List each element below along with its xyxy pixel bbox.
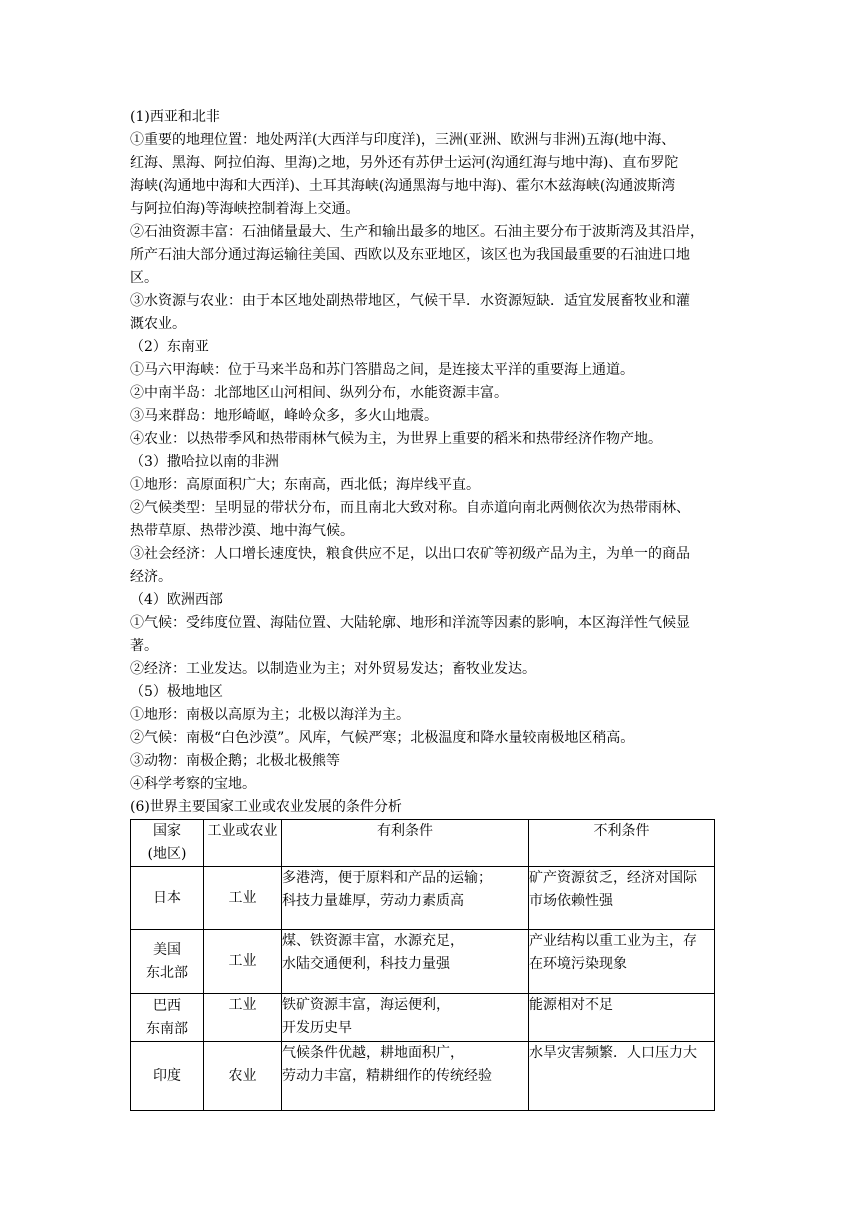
- table-row: [131, 867, 715, 930]
- table-row: [131, 994, 715, 1042]
- cell-favorable: [282, 930, 529, 994]
- paragraph-line: 海峡(沟通地中海和大西洋)、土耳其海峡(沟通黑海与地中海)、霍尔木兹海峡(沟通波斯湾: [130, 178, 676, 194]
- paragraph-line: ③动物：南极企鹅；北极北极熊等: [130, 753, 340, 769]
- section-europe: [130, 589, 720, 681]
- cell-unfavorable: [529, 867, 715, 930]
- table-caption: (6)世界主要国家工业或农业发展的条件分析: [130, 799, 402, 815]
- cell-unfavorable: [529, 994, 715, 1042]
- favorable-line: 多港湾，便于原料和产品的运输；: [282, 870, 492, 886]
- favorable-line: 开发历史早: [282, 1020, 352, 1036]
- section-southeast-asia: [130, 336, 720, 451]
- paragraph-line: ④科学考察的宝地。: [130, 776, 256, 792]
- section-conditions-table: [130, 796, 720, 1111]
- section-africa: [130, 451, 720, 589]
- paragraph-line: ①地形：高原面积广大；东南高，西北低；海岸线平直。: [130, 477, 480, 493]
- paragraph-line: ③马来群岛：地形崎岖，峰岭众多，多火山地震。: [130, 408, 438, 424]
- country-line: 美国: [153, 941, 181, 958]
- paragraph-line: 与阿拉伯海)等海峡控制着海上交通。: [130, 201, 360, 217]
- paragraph-line: 区。: [130, 270, 158, 286]
- cell-type: 工业: [204, 994, 282, 1042]
- section-heading: (1)西亚和北非: [130, 109, 220, 125]
- cell-favorable: [282, 1042, 529, 1111]
- paragraph-line: ③水资源与农业：由于本区地处副热带地区，气候干旱．水资源短缺．适宜发展畜牧业和灌: [130, 293, 690, 309]
- cell-type: 工业: [204, 867, 282, 930]
- cell-favorable: [282, 867, 529, 930]
- country-line: 东南部: [146, 1020, 188, 1037]
- conditions-table: [130, 819, 715, 1111]
- paragraph-line: ①马六甲海峡：位于马来半岛和苏门答腊岛之间，是连接太平洋的重要海上通道。: [130, 362, 634, 378]
- unfavorable-line: 矿产资源贫乏，经济对国际: [529, 870, 697, 886]
- document-page: [130, 106, 720, 1111]
- paragraph-line: 所产石油大部分通过海运输往美国、西欧以及东亚地区，该区也为我国最重要的石油进口地: [130, 247, 690, 263]
- country-line: 东北部: [146, 964, 188, 981]
- section-heading: （5）极地地区: [130, 684, 223, 700]
- header-favorable: 有利条件: [282, 820, 529, 867]
- cell-country: [131, 930, 204, 994]
- header-country-line2: (地区): [147, 846, 187, 862]
- section-heading: （3）撒哈拉以南的非洲: [130, 454, 279, 470]
- cell-type: 工业: [204, 930, 282, 994]
- paragraph-line: 经济。: [130, 569, 172, 585]
- paragraph-line: 红海、黑海、阿拉伯海、里海)之地，另外还有苏伊士运河(沟通红海与地中海)、直布罗陀: [130, 155, 679, 171]
- table-row: [131, 1042, 715, 1111]
- paragraph-line: ①地形：南极以高原为主；北极以海洋为主。: [130, 707, 410, 723]
- cell-country: [131, 867, 204, 930]
- table-row: [131, 930, 715, 994]
- paragraph-line: ②石油资源丰富：石油储量最大、生产和输出最多的地区。石油主要分布于波斯湾及其沿岸，: [130, 224, 704, 240]
- unfavorable-line: 能源相对不足: [529, 997, 613, 1013]
- unfavorable-line: 产业结构以重工业为主，存: [529, 933, 697, 949]
- favorable-line: 水陆交通便利，科技力量强: [282, 956, 450, 972]
- section-heading: （2）东南亚: [130, 339, 209, 355]
- cell-country: [131, 994, 204, 1042]
- paragraph-line: ②气候：南极“白色沙漠”。风库，气候严寒；北极温度和降水量较南极地区稍高。: [130, 730, 635, 746]
- header-type: 工业或农业: [204, 820, 282, 867]
- paragraph-line: ①气候：受纬度位置、海陆位置、大陆轮廓、地形和洋流等因素的影响，本区海洋性气候显: [130, 615, 690, 631]
- favorable-line: 科技力量雄厚，劳动力素质高: [282, 893, 464, 909]
- unfavorable-line: 在环境污染现象: [529, 956, 627, 972]
- cell-type: 农业: [204, 1042, 282, 1111]
- section-heading: （4）欧洲西部: [130, 592, 223, 608]
- country-line: 印度: [153, 1067, 181, 1084]
- unfavorable-line: 市场依赖性强: [529, 893, 613, 909]
- cell-unfavorable: [529, 930, 715, 994]
- paragraph-line: 热带草原、热带沙漠、地中海气候。: [130, 523, 354, 539]
- paragraph-line: 溉农业。: [130, 316, 186, 332]
- header-country: [131, 820, 204, 867]
- paragraph-line: ②气候类型：呈明显的带状分布，而且南北大致对称。自赤道向南北两侧依次为热带雨林、: [130, 500, 690, 516]
- section-polar: [130, 681, 720, 796]
- paragraph-line: 著。: [130, 638, 158, 654]
- paragraph-line: ④农业：以热带季风和热带雨林气候为主，为世界上重要的稻米和热带经济作物产地。: [130, 431, 662, 447]
- favorable-line: 铁矿资源丰富，海运便利，: [282, 997, 450, 1013]
- favorable-line: 煤、铁资源丰富，水源充足，: [282, 933, 464, 949]
- cell-country: [131, 1042, 204, 1111]
- country-line: 日本: [153, 889, 181, 906]
- section-west-asia: [130, 106, 720, 336]
- header-unfavorable: 不利条件: [529, 820, 715, 867]
- country-line: 巴西: [153, 997, 181, 1014]
- header-country-line1: 国家: [153, 823, 181, 839]
- paragraph-line: ②中南半岛：北部地区山河相间、纵列分布，水能资源丰富。: [130, 385, 508, 401]
- cell-unfavorable: [529, 1042, 715, 1111]
- paragraph-line: ③社会经济：人口增长速度快，粮食供应不足，以出口农矿等初级产品为主，为单一的商品: [130, 546, 690, 562]
- paragraph-line: ②经济：工业发达。以制造业为主；对外贸易发达；畜牧业发达。: [130, 661, 536, 677]
- favorable-line: 气候条件优越，耕地面积广，: [282, 1045, 464, 1061]
- unfavorable-line: 水旱灾害频繁．人口压力大: [529, 1045, 697, 1061]
- paragraph-line: ①重要的地理位置：地处两洋(大西洋与印度洋)，三洲(亚洲、欧洲与非洲)五海(地中海、: [130, 132, 676, 148]
- favorable-line: 劳动力丰富，精耕细作的传统经验: [282, 1068, 492, 1084]
- cell-favorable: [282, 994, 529, 1042]
- table-header-row: [131, 820, 715, 867]
